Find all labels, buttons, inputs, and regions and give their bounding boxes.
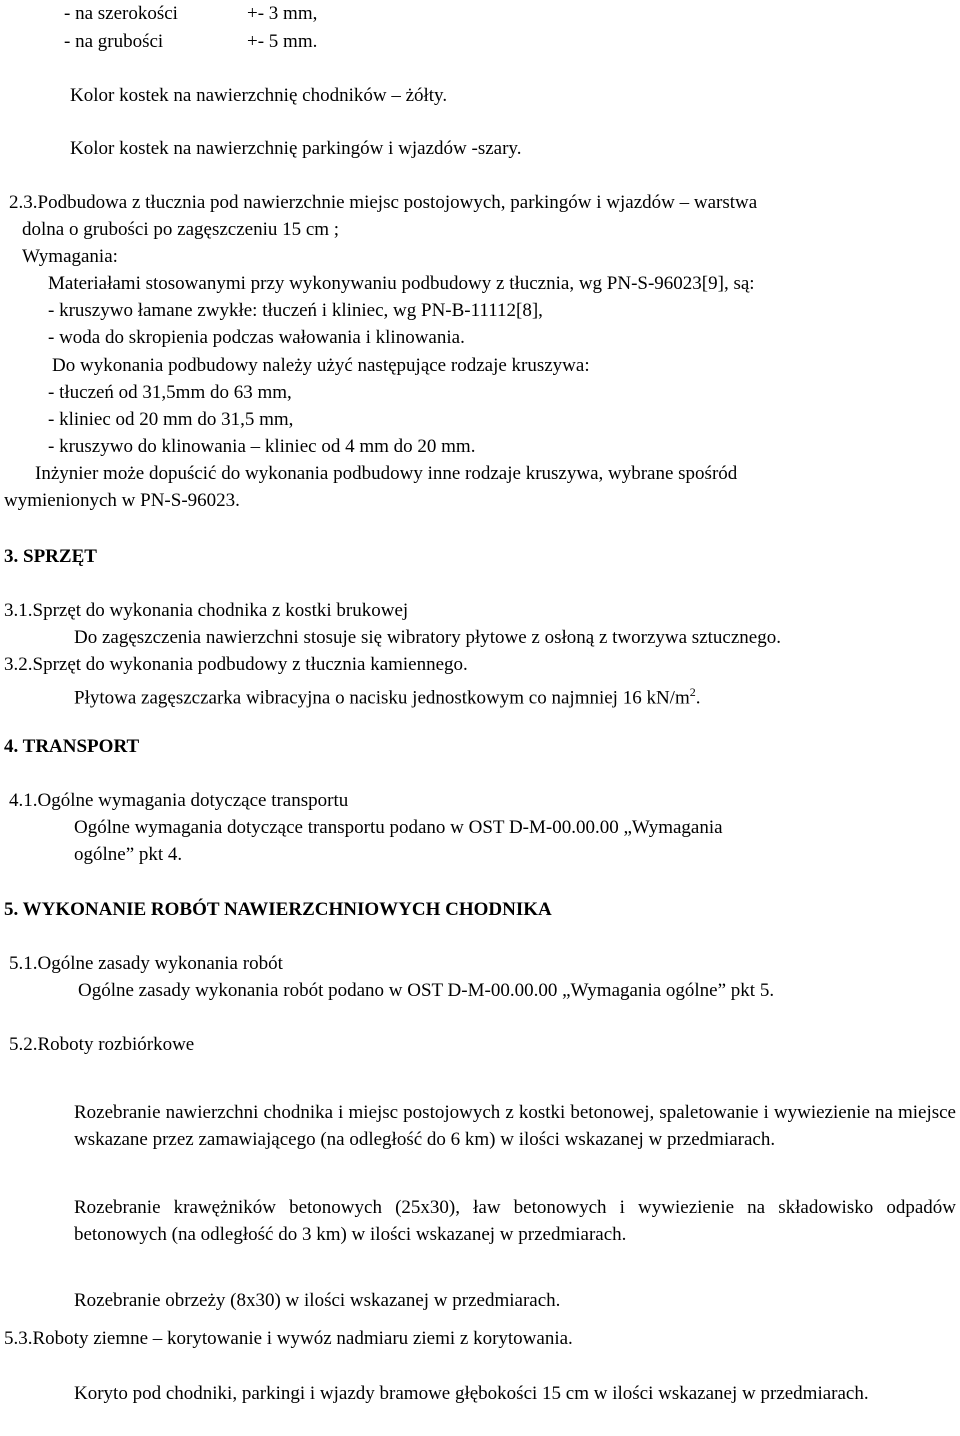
section-title: Ogólne wymagania dotyczące transportu bbox=[37, 790, 349, 811]
text-part: . bbox=[695, 687, 701, 709]
demolition-paragraph-3: Rozebranie obrzeży (8x30) w ilości wskazanej w przedmiarach. bbox=[74, 1290, 561, 1311]
section-number: 2.3. bbox=[9, 192, 38, 213]
aggregates-text: Do wykonania podbudowy należy użyć następujące rodzaje kruszywa: bbox=[52, 355, 590, 376]
tolerance-width bbox=[64, 3, 317, 25]
section-5-1-title bbox=[9, 953, 283, 975]
earthworks-paragraph: Koryto pod chodniki, parkingi i wjazdy bramowe głębokości 15 cm w ilości wskazanej w przedmiarach. bbox=[74, 1383, 869, 1404]
section-3-2-title bbox=[4, 654, 468, 676]
superscript: 2 bbox=[689, 685, 696, 699]
section-title: Podbudowa z tłucznia pod nawierzchnie miejsc postojowych, parkingów i wjazdów – warstwa bbox=[37, 192, 758, 213]
section-3-1-title bbox=[4, 600, 408, 622]
aggregate-item: - tłuczeń od 31,5mm do 63 mm, bbox=[48, 382, 292, 403]
tolerance-value: +- 3 mm, bbox=[247, 3, 318, 24]
section-5-heading: 5. WYKONANIE ROBÓT NAWIERZCHNIOWYCH CHODNIKA bbox=[4, 899, 552, 920]
section-4-1-text-cont: ogólne” pkt 4. bbox=[74, 844, 183, 865]
demolition-paragraph-2: Rozebranie krawężników betonowych (25x30), ław betonowych i wywiezienie na składowisko odpadów betonowych (na odległość do 3 km) w ilości wskazanej w przedmiarach. bbox=[74, 1197, 956, 1245]
color-sidewalk: Kolor kostek na nawierzchnię chodników – żółty. bbox=[70, 85, 448, 106]
materials-item: - woda do skropienia podczas wałowania i klinowania. bbox=[48, 327, 465, 348]
text-part: Płytowa zagęszczarka wibracyjna o nacisku jednostkowym co najmniej 16 kN/m bbox=[74, 687, 690, 709]
engineer-text-cont: wymienionych w PN-S-96023. bbox=[4, 490, 240, 511]
section-2-3-title-cont: dolna o grubości po zagęszczeniu 15 cm ; bbox=[22, 219, 340, 240]
section-5-2-title bbox=[9, 1034, 194, 1056]
section-5-3-title bbox=[4, 1328, 573, 1350]
demolition-paragraph-1: Rozebranie nawierzchni chodnika i miejsc postojowych z kostki betonowej, spaletowanie i wywiezienie na miejsce wskazane przez zamawiającego (na odległość do 6 km) w ilości wskazanej w przedmiarach. bbox=[74, 1102, 956, 1150]
section-3-1-text: Do zagęszczenia nawierzchni stosuje się wibratory płytowe z osłoną z tworzywa sztucznego. bbox=[74, 627, 781, 648]
section-title: Roboty rozbiórkowe bbox=[37, 1034, 195, 1055]
aggregate-item: - kliniec od 20 mm do 31,5 mm, bbox=[48, 409, 294, 430]
section-number: 3.1. bbox=[4, 600, 33, 621]
section-3-2-text bbox=[74, 681, 701, 709]
tolerance-label: - na grubości bbox=[64, 31, 164, 52]
section-4-1-title bbox=[9, 790, 348, 812]
section-number: 4.1. bbox=[9, 790, 38, 811]
section-number: 3.2. bbox=[4, 654, 33, 675]
section-4-heading: 4. TRANSPORT bbox=[4, 736, 140, 757]
engineer-text: Inżynier może dopuścić do wykonania podbudowy inne rodzaje kruszywa, wybrane spośród bbox=[35, 463, 738, 484]
requirements-label: Wymagania: bbox=[22, 246, 118, 267]
tolerance-value: +- 5 mm. bbox=[247, 31, 318, 52]
section-number: 5.1. bbox=[9, 953, 38, 974]
section-number: 5.2. bbox=[9, 1034, 38, 1055]
section-title: Sprzęt do wykonania podbudowy z tłucznia kamiennego. bbox=[32, 654, 468, 675]
section-5-1-text: Ogólne zasady wykonania robót podano w OST D-M-00.00.00 „Wymagania ogólne” pkt 5. bbox=[78, 980, 775, 1001]
section-title: Roboty ziemne – korytowanie i wywóz nadmiaru ziemi z korytowania. bbox=[32, 1328, 573, 1349]
tolerance-thickness bbox=[64, 31, 317, 53]
section-2-3-title bbox=[9, 192, 757, 214]
section-3-heading: 3. SPRZĘT bbox=[4, 546, 97, 567]
section-number: 5.3. bbox=[4, 1328, 33, 1349]
section-title: Ogólne zasady wykonania robót bbox=[37, 953, 283, 974]
materials-item: - kruszywo łamane zwykłe: tłuczeń i kliniec, wg PN-B-11112[8], bbox=[48, 300, 543, 321]
color-parking: Kolor kostek na nawierzchnię parkingów i wjazdów -szary. bbox=[70, 138, 522, 159]
section-title: Sprzęt do wykonania chodnika z kostki brukowej bbox=[32, 600, 409, 621]
aggregate-item: - kruszywo do klinowania – kliniec od 4 mm do 20 mm. bbox=[48, 436, 476, 457]
section-4-1-text: Ogólne wymagania dotyczące transportu podano w OST D-M-00.00.00 „Wymagania bbox=[74, 817, 723, 838]
materials-text: Materiałami stosowanymi przy wykonywaniu podbudowy z tłucznia, wg PN-S-96023[9], są: bbox=[48, 273, 755, 294]
tolerance-label: - na szerokości bbox=[64, 3, 178, 24]
